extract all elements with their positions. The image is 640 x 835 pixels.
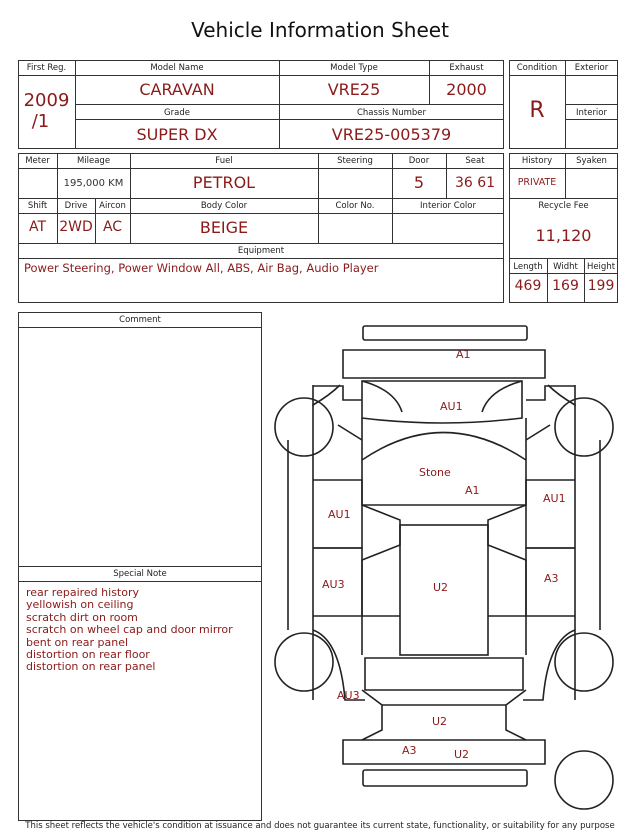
- chassis-number: VRE25-005379: [331, 125, 452, 144]
- label-mileage: Mileage: [76, 156, 111, 166]
- label-steering: Steering: [337, 156, 373, 166]
- label-grade: Grade: [164, 108, 190, 118]
- label-width: Widht: [553, 262, 578, 272]
- exhaust: 2000: [446, 80, 487, 99]
- label-color-no: Color No.: [335, 201, 375, 211]
- mark-right-rear-door: A3: [544, 572, 559, 585]
- history: PRIVATE: [517, 177, 557, 188]
- model-type: VRE25: [327, 80, 381, 99]
- door: 5: [413, 173, 425, 192]
- label-condition: Condition: [516, 63, 558, 73]
- label-exhaust: Exhaust: [449, 63, 484, 73]
- special-note-item: distortion on rear panel: [26, 660, 156, 674]
- mark-front-bumper: A1: [456, 348, 471, 361]
- mileage: 195,000 KM: [63, 178, 124, 189]
- sheet-title: Vehicle Information Sheet: [191, 18, 449, 42]
- label-special-note: Special Note: [113, 569, 167, 579]
- label-model-type: Model Type: [330, 63, 378, 73]
- recycle-fee: 11,120: [535, 226, 592, 245]
- label-height: Height: [586, 262, 616, 272]
- grade: SUPER DX: [136, 125, 218, 144]
- label-exterior: Exterior: [574, 63, 609, 73]
- label-first-reg: First Reg.: [26, 63, 67, 73]
- shift: AT: [28, 219, 47, 235]
- mark-roof: U2: [433, 581, 449, 594]
- model-name: CARAVAN: [139, 80, 215, 99]
- mark-rear-bumper-right: U2: [454, 748, 470, 761]
- special-note-item: scratch on wheel cap and door mirror: [26, 623, 233, 637]
- label-seat: Seat: [465, 156, 485, 166]
- special-note-item: rear repaired history: [26, 586, 139, 599]
- label-fuel: Fuel: [215, 156, 233, 166]
- label-drive: Drive: [64, 201, 88, 211]
- label-syaken: Syaken: [576, 156, 607, 166]
- mark-left-rear-door: AU3: [322, 578, 345, 591]
- label-shift: Shift: [27, 201, 48, 211]
- width: 169: [552, 278, 579, 294]
- disclaimer-footer: This sheet reflects the vehicle's condition at issuance and does not guarantee its current state, functionality, or suitability for any purpose: [25, 821, 615, 831]
- label-comment: Comment: [119, 315, 161, 325]
- label-recycle-fee: Recycle Fee: [538, 201, 589, 211]
- mark-hood: AU1: [440, 400, 463, 413]
- label-equipment: Equipment: [237, 246, 285, 256]
- special-notes-list: [26, 587, 233, 674]
- label-door: Door: [408, 156, 430, 166]
- label-aircon: Aircon: [99, 201, 126, 211]
- mark-windshield-lower: A1: [465, 484, 480, 497]
- label-model-name: Model Name: [150, 63, 204, 73]
- aircon: AC: [102, 219, 123, 235]
- label-chassis-number: Chassis Number: [356, 108, 427, 118]
- seat: 36 61: [454, 175, 496, 191]
- label-length: Length: [513, 262, 543, 272]
- mark-left-rear-corner: AU3: [337, 689, 360, 702]
- special-note-item: scratch dirt on room: [26, 610, 138, 624]
- fuel: PETROL: [192, 173, 256, 192]
- label-body-color: Body Color: [200, 201, 248, 211]
- mark-right-front-door: AU1: [543, 492, 566, 505]
- condition-grade: R: [529, 98, 545, 123]
- label-history: History: [521, 156, 553, 166]
- first-reg-month: /1: [31, 111, 50, 132]
- drive: 2WD: [59, 219, 93, 235]
- label-interior-color: Interior Color: [420, 201, 476, 211]
- first-reg-year: 2009: [23, 90, 70, 111]
- mark-rear-bumper-left: A3: [402, 744, 417, 757]
- special-note-item: yellowish on ceiling: [26, 598, 134, 612]
- mark-rear-panel: U2: [432, 715, 448, 728]
- length: 469: [514, 278, 542, 294]
- label-meter: Meter: [25, 156, 50, 166]
- label-interior: Interior: [575, 108, 607, 118]
- equipment: Power Steering, Power Window All, ABS, Air Bag, Audio Player: [24, 261, 379, 275]
- mark-left-front-door: AU1: [328, 508, 351, 521]
- mark-windshield: Stone: [419, 466, 451, 479]
- special-note-item: bent on rear panel: [26, 635, 129, 649]
- special-note-item: distortion on rear floor: [26, 648, 150, 662]
- vehicle-damage-diagram: [268, 318, 624, 820]
- body-color: BEIGE: [199, 218, 249, 237]
- height: 199: [587, 278, 615, 294]
